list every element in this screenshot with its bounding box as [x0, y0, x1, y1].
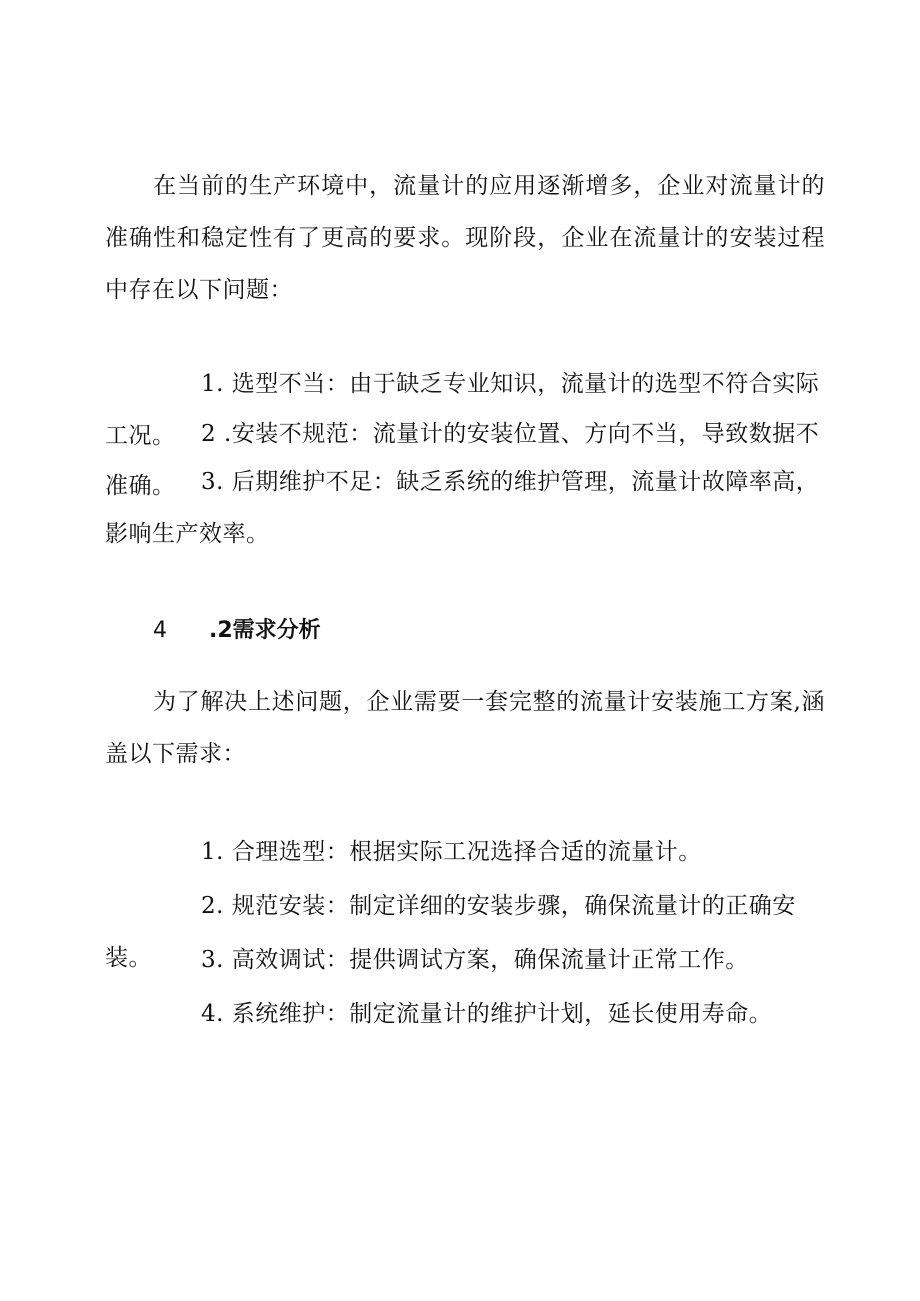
needs-intro-paragraph: 为了解决上述问题，企业需要一套完整的流量计安装施工方案,涵盖以下需求： — [105, 689, 825, 767]
need-number: 2 — [201, 893, 217, 919]
section-number: 4 — [153, 618, 167, 643]
section-heading — [153, 611, 321, 651]
problem-item-3 — [105, 456, 825, 560]
intro-paragraph: 在当前的生产环境中，流量计的应用逐渐增多，企业对流量计的准确性和稳定性有了更高的要求。现阶段，企业在流量计的安装过程中存在以下问题： — [105, 173, 825, 303]
need-number: 1 — [201, 839, 217, 865]
problem-text: . 选型不当：由于缺乏专业知识，流量计的选型不符合实际工况。 — [105, 371, 820, 449]
need-item-3 — [105, 934, 825, 986]
need-text: . 合理选型：根据实际工况选择合适的流量计。 — [216, 839, 702, 865]
problem-number: 1 — [201, 371, 217, 397]
need-number: 4 — [201, 1001, 217, 1027]
need-item-1 — [105, 826, 825, 878]
need-text: . 规范安装：制定详细的安装步骤，确保流量计的正确安装。 — [105, 893, 796, 971]
need-item-4 — [105, 988, 825, 1040]
need-number: 3 — [201, 947, 217, 973]
need-text: . 高效调试：提供调试方案，确保流量计正常工作。 — [216, 947, 749, 973]
need-text: . 系统维护：制定流量计的维护计划，延长使用寿命。 — [216, 1001, 773, 1027]
problem-number: 2 — [201, 421, 217, 447]
problem-text: . 后期维护不足：缺乏系统的维护管理，流量计故障率高，影响生产效率。 — [105, 469, 820, 547]
problem-text: .安装不规范：流量计的安装位置、方向不当，导致数据不准确。 — [105, 421, 820, 499]
section-title: .2需求分析 — [209, 618, 321, 643]
problem-number: 3 — [201, 469, 217, 495]
